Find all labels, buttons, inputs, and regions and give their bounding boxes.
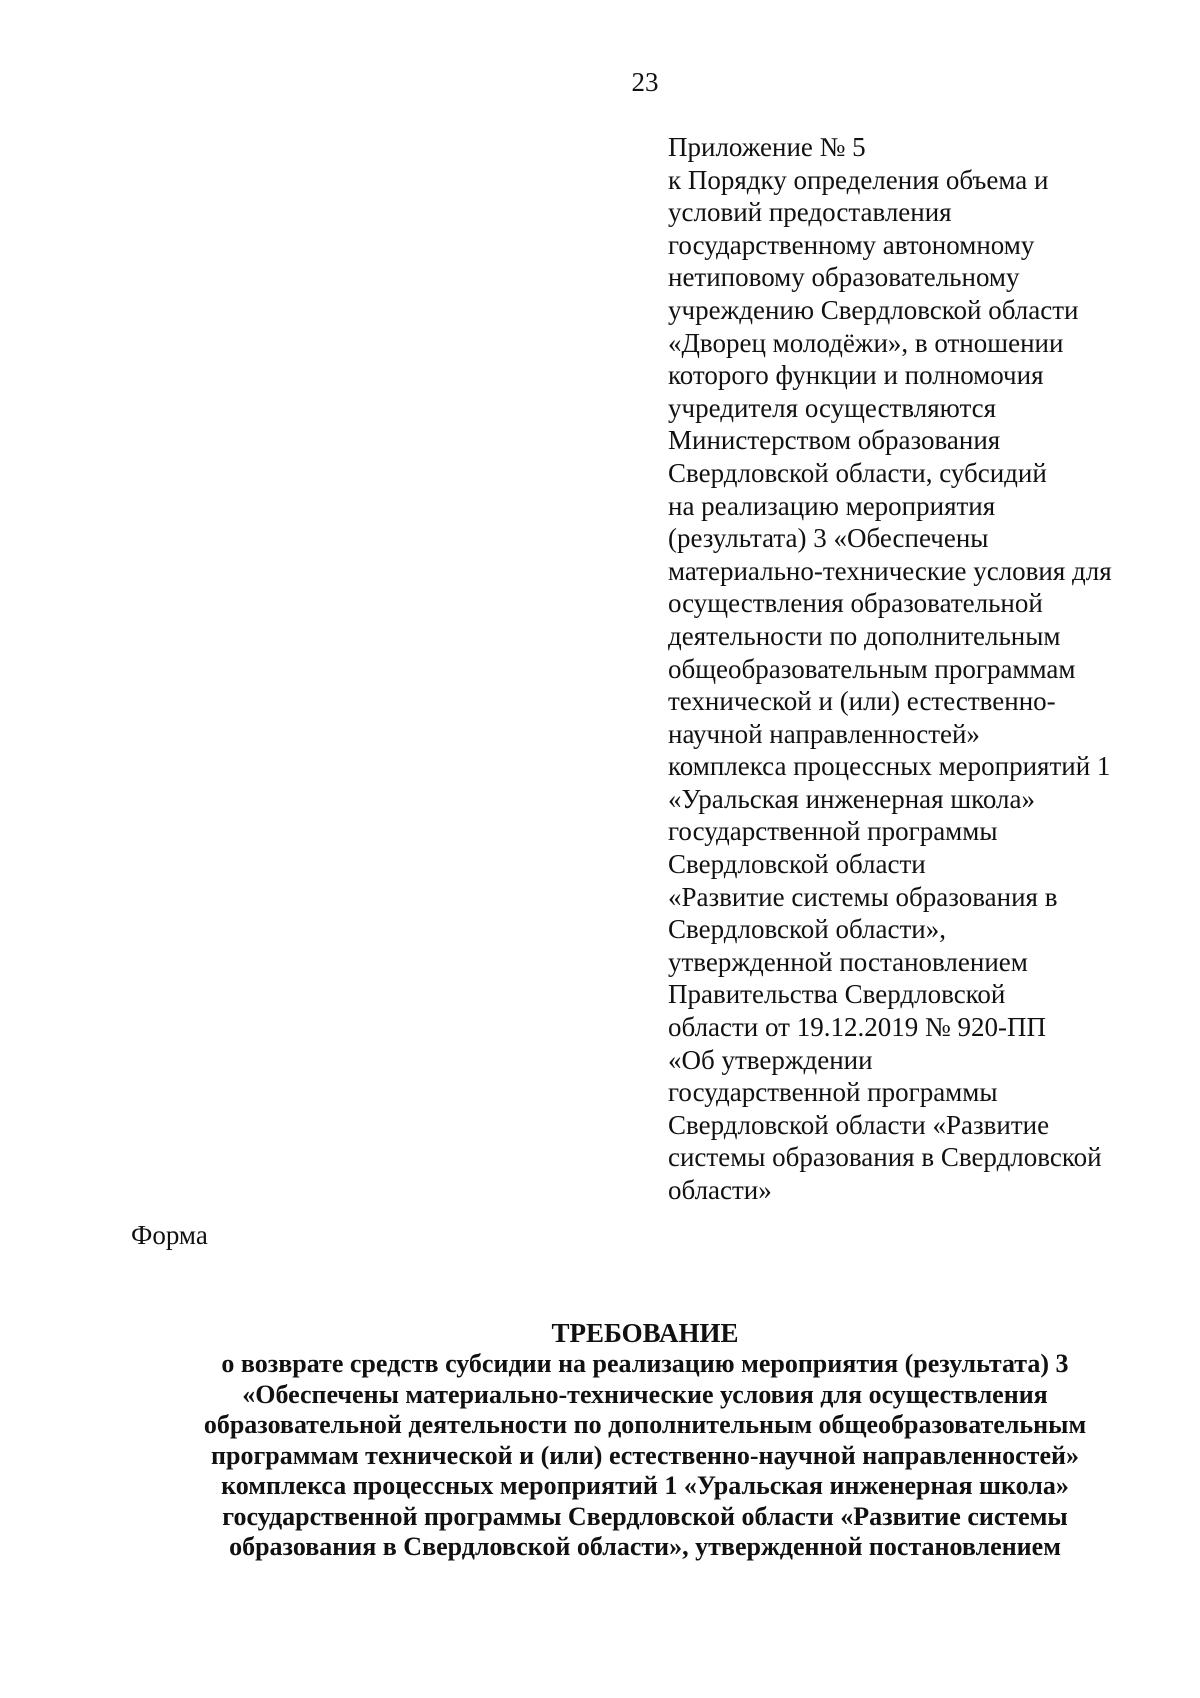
title-line: «Обеспечены материально-технические условия для осуществления <box>242 1379 1048 1409</box>
title-line: образования в Свердловской области», утвержденной постановлением <box>229 1532 1061 1561</box>
page-number: 23 <box>631 67 659 97</box>
appendix-line: области от 19.12.2019 № 920-ПП <box>668 1012 1046 1043</box>
appendix-line: комплекса процессных мероприятий 1 <box>668 751 1111 782</box>
title-line: о возврате средств субсидии на реализацию мероприятия (результата) 3 <box>221 1349 1069 1378</box>
title-line: комплекса процессных мероприятий 1 «Уральская инженерная школа» <box>221 1471 1069 1500</box>
appendix-line: государственному автономному <box>668 229 1035 260</box>
appendix-line: «Уральская инженерная школа» <box>668 783 1035 814</box>
appendix-line: общеобразовательным программам <box>668 653 1076 684</box>
appendix-line: области» <box>668 1175 772 1205</box>
appendix-line: Свердловской области «Развитие <box>668 1109 1050 1140</box>
appendix-line: осуществления образовательной <box>668 588 1043 619</box>
appendix-line: условий предоставления <box>668 197 952 228</box>
appendix-line: научной направленностей» <box>668 718 980 749</box>
appendix-line: «Развитие системы образования в <box>668 881 1058 912</box>
appendix-line: материально-технические условия для <box>668 555 1112 586</box>
appendix-line: государственной программы <box>668 1077 998 1108</box>
appendix-line: «Дворец молодёжи», в отношении <box>668 327 1064 358</box>
appendix-line: технической и (или) естественно- <box>668 686 1056 717</box>
appendix-line: учредителя осуществляются <box>668 392 996 423</box>
document-heading: ТРЕБОВАНИЕ <box>551 1318 739 1348</box>
title-line: программам технической и (или) естественно-научной направленностей» <box>211 1440 1079 1470</box>
appendix-note <box>668 131 1188 1207</box>
appendix-line: Свердловской области, субсидий <box>668 457 1047 488</box>
appendix-line: нетиповому образовательному <box>668 262 1020 293</box>
appendix-line: Министерством образования <box>668 425 1001 456</box>
appendix-line: учреждению Свердловской области <box>668 294 1079 325</box>
appendix-line: деятельности по дополнительным <box>668 620 1061 651</box>
appendix-line: Свердловской области», <box>668 914 946 945</box>
title-line: образовательной деятельности по дополнительным общеобразовательным <box>203 1410 1087 1439</box>
appendix-line: (результата) 3 «Обеспечены <box>668 523 989 554</box>
appendix-line: Правительства Свердловской <box>668 979 1006 1010</box>
appendix-line: Свердловской области <box>668 849 926 880</box>
appendix-line: на реализацию мероприятия <box>668 490 996 521</box>
form-label: Форма <box>131 1220 208 1250</box>
appendix-line: государственной программы <box>668 816 998 847</box>
appendix-line: системы образования в Свердловской <box>668 1142 1102 1173</box>
appendix-line: «Об утверждении <box>668 1044 873 1075</box>
appendix-line: которого функции и полномочия <box>668 360 1044 391</box>
title-line: государственной программы Свердловской области «Развитие системы <box>222 1501 1068 1531</box>
appendix-line: утвержденной постановлением <box>668 946 1028 977</box>
document-title-block <box>120 1317 1170 1563</box>
appendix-line: к Порядку определения объема и <box>668 164 1049 195</box>
appendix-line: Приложение № 5 <box>668 132 866 162</box>
